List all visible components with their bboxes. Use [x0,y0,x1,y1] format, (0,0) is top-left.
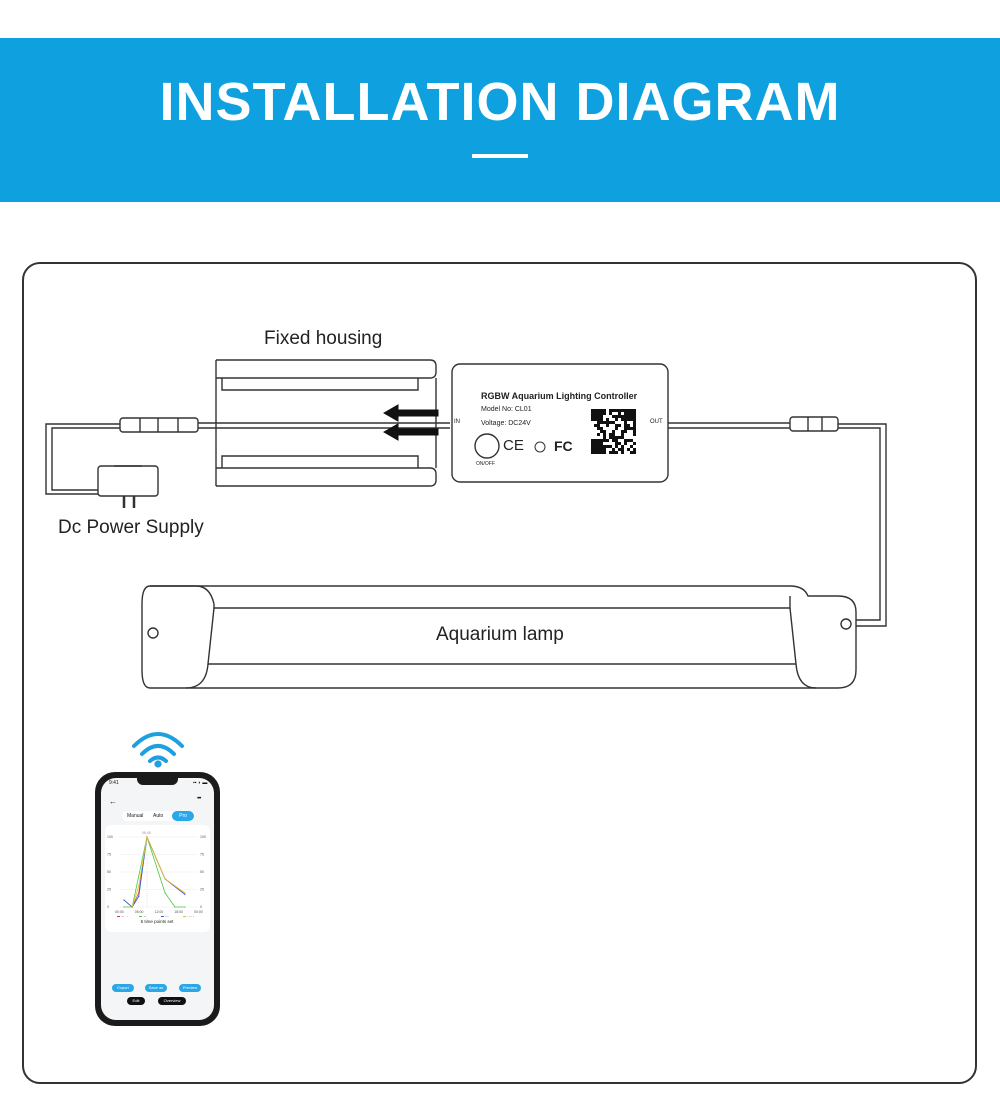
qr-module [591,418,594,421]
qr-module [621,430,624,433]
qr-module [615,442,618,445]
qr-module [609,436,612,439]
page-title: INSTALLATION DIAGRAM [159,72,841,132]
more-icon[interactable]: ••• [197,796,201,802]
ce-mark: CE [503,437,524,454]
qr-module [633,442,636,445]
y-tick-label: 0 [107,905,109,910]
qr-module [633,415,636,418]
qr-module [600,445,603,448]
qr-module [621,415,624,418]
qr-module [603,448,606,451]
qr-module [603,436,606,439]
y-tick-label-right: 75 [200,852,204,857]
qr-module [624,415,627,418]
qr-module [633,430,636,433]
qr-module [591,451,594,454]
qr-module [612,433,615,436]
qr-module [612,451,615,454]
qr-module [630,412,633,415]
controller-out-label: OUT [650,419,663,425]
qr-module [597,445,600,448]
qr-module [600,409,603,412]
qr-module [600,412,603,415]
x-tick-label: 00:00 [194,910,203,914]
qr-module [594,439,597,442]
qr-module [594,445,597,448]
data-point [184,894,185,895]
qr-module [603,430,606,433]
y-tick-label: 25 [107,887,111,892]
qr-module [603,445,606,448]
qr-module [627,439,630,442]
qr-module [630,439,633,442]
export-button[interactable]: Export [112,984,134,992]
status-time: 9:41 [109,780,119,786]
qr-module [606,445,609,448]
qr-module [594,409,597,412]
qr-module [615,418,618,421]
data-point [146,836,147,837]
qr-module [600,418,603,421]
controller-in-label: IN [454,419,460,425]
qr-module [621,436,624,439]
qr-module [603,439,606,442]
qr-module [624,427,627,430]
qr-module [609,451,612,454]
data-point [138,896,139,897]
qr-module [615,436,618,439]
qr-module [627,424,630,427]
qr-module [591,415,594,418]
y-tick-label: 50 [107,870,111,875]
data-point [138,885,139,886]
y-tick-label: 75 [107,852,111,857]
qr-module [600,430,603,433]
data-point [184,906,185,907]
qr-module [627,418,630,421]
qr-module [627,448,630,451]
qr-module [621,445,624,448]
y-tick-label-right: 0 [200,905,202,910]
x-tick-label: 06:00 [134,910,144,914]
qr-module [591,442,594,445]
qr-module [594,415,597,418]
data-point [123,899,124,900]
qr-module [600,421,603,424]
qr-module [612,409,615,412]
qr-module [618,409,621,412]
qr-module [618,436,621,439]
controller-title: RGBW Aquarium Lighting Controller [481,391,638,401]
qr-module [597,439,600,442]
qr-module [633,448,636,451]
qr-module [633,412,636,415]
qr-module [615,445,618,448]
qr-module [591,445,594,448]
qr-module [618,442,621,445]
qr-module [597,427,600,430]
qr-module [594,451,597,454]
power-button [475,434,499,458]
qr-module [627,415,630,418]
qr-module [633,451,636,454]
qr-module [615,439,618,442]
edit-button[interactable]: Edit [127,997,145,1005]
qr-module [630,445,633,448]
qr-module [594,448,597,451]
qr-module [597,442,600,445]
qr-module [600,439,603,442]
qr-module [591,448,594,451]
qr-module [600,451,603,454]
qr-module [621,448,624,451]
qr-module [621,451,624,454]
lamp-cable [838,424,886,626]
qr-module [597,418,600,421]
qr-module [612,421,615,424]
y-tick-label-right: 25 [200,887,204,892]
qr-module [603,421,606,424]
controller-voltage: Voltage: DC24V [481,420,531,427]
left-connector [120,418,198,432]
time-points-summary: 5 time points set [113,917,201,926]
x-tick-label: 00:00 [115,910,124,914]
qr-module [597,415,600,418]
qr-module [624,424,627,427]
right-connector [790,417,838,431]
qr-module [612,415,615,418]
qr-module [612,448,615,451]
wifi-icon [134,734,182,766]
power-supply-label: Dc Power Supply [58,517,204,538]
qr-module [633,409,636,412]
qr-module [591,439,594,442]
qr-module [606,439,609,442]
qr-module [609,433,612,436]
power-button-label: ON/OFF [476,461,495,467]
mode-tabs [122,811,196,821]
qr-module [633,433,636,436]
fixed-housing-label: Fixed housing [264,328,383,349]
qr-module [597,424,600,427]
data-point [174,906,175,907]
qr-module [615,415,618,418]
qr-module [609,412,612,415]
data-point [132,906,133,907]
qr-module [597,421,600,424]
qr-module [624,439,627,442]
qr-module [603,409,606,412]
controller-model: Model No: CL01 [481,406,532,413]
qr-module [624,442,627,445]
qr-module [600,415,603,418]
qr-module [627,412,630,415]
qr-module [615,427,618,430]
qr-module [615,451,618,454]
qr-module [627,427,630,430]
qr-module [594,412,597,415]
data-point [164,878,165,879]
qr-module [600,448,603,451]
x-tick-label: 12:00 [154,910,164,914]
qr-module [609,421,612,424]
data-point [164,892,165,893]
qr-module [624,430,627,433]
qr-module [612,430,615,433]
qr-module [594,442,597,445]
qr-module [630,451,633,454]
qr-module [633,418,636,421]
qr-module [594,424,597,427]
qr-module [606,424,609,427]
qr-module [609,409,612,412]
qr-module [612,436,615,439]
qr-module [603,412,606,415]
qr-module [618,448,621,451]
qr-module [606,418,609,421]
qr-module [618,415,621,418]
x-tick-label: 18:00 [174,910,184,914]
qr-module [615,424,618,427]
fixed-housing-top [216,360,436,378]
qr-module [624,418,627,421]
qr-module [621,418,624,421]
aquarium-lamp-label: Aquarium lamp [436,624,564,645]
qr-module [618,412,621,415]
qr-module [606,421,609,424]
save-as-button[interactable]: Save as [145,984,167,992]
status-icons: ▪▪ ◗ ▬ [193,780,208,786]
back-arrow-icon[interactable]: ← [109,797,117,806]
tab-manual[interactable]: Manual [127,813,144,819]
qr-module [630,418,633,421]
qr-module [633,424,636,427]
data-point [184,892,185,893]
y-tick-label-right: 50 [200,870,204,875]
qr-module [591,412,594,415]
overview-button[interactable]: Overview [158,997,186,1005]
qr-module [618,424,621,427]
qr-module [624,409,627,412]
qr-module [633,421,636,424]
qr-module [603,433,606,436]
y-tick-label: 100 [107,835,113,840]
tab-auto[interactable]: Auto [153,813,164,819]
qr-module [594,418,597,421]
data-point [123,906,124,907]
qr-module [597,448,600,451]
y-tick-label-right: 100 [200,835,206,840]
chart-card [105,825,210,932]
qr-module [627,409,630,412]
qr-module [621,409,624,412]
time-marker-label: 08:45 [141,831,151,835]
qr-module [612,439,615,442]
qr-module [624,421,627,424]
qr-module [615,409,618,412]
qr-module [597,451,600,454]
qr-module [630,427,633,430]
phone-screen [101,778,214,1020]
qr-module [600,427,603,430]
qr-module [630,409,633,412]
qr-module [597,409,600,412]
preview-button[interactable]: Preview [179,984,201,992]
qr-module [633,427,636,430]
qr-module [624,412,627,415]
qr-module [597,433,600,436]
qr-module [609,445,612,448]
qr-module [600,442,603,445]
light-schedule-chart [105,825,210,932]
power-adapter [98,466,158,496]
phone-notch [137,778,178,785]
qr-module [597,412,600,415]
smartphone [95,772,220,1026]
fixed-housing-bottom [216,468,436,486]
qr-module [630,415,633,418]
qr-module [621,433,624,436]
tab-pro[interactable]: Pro [172,811,194,821]
qr-module [603,451,606,454]
qr-module [591,409,594,412]
fc-mark: FC [554,438,573,454]
